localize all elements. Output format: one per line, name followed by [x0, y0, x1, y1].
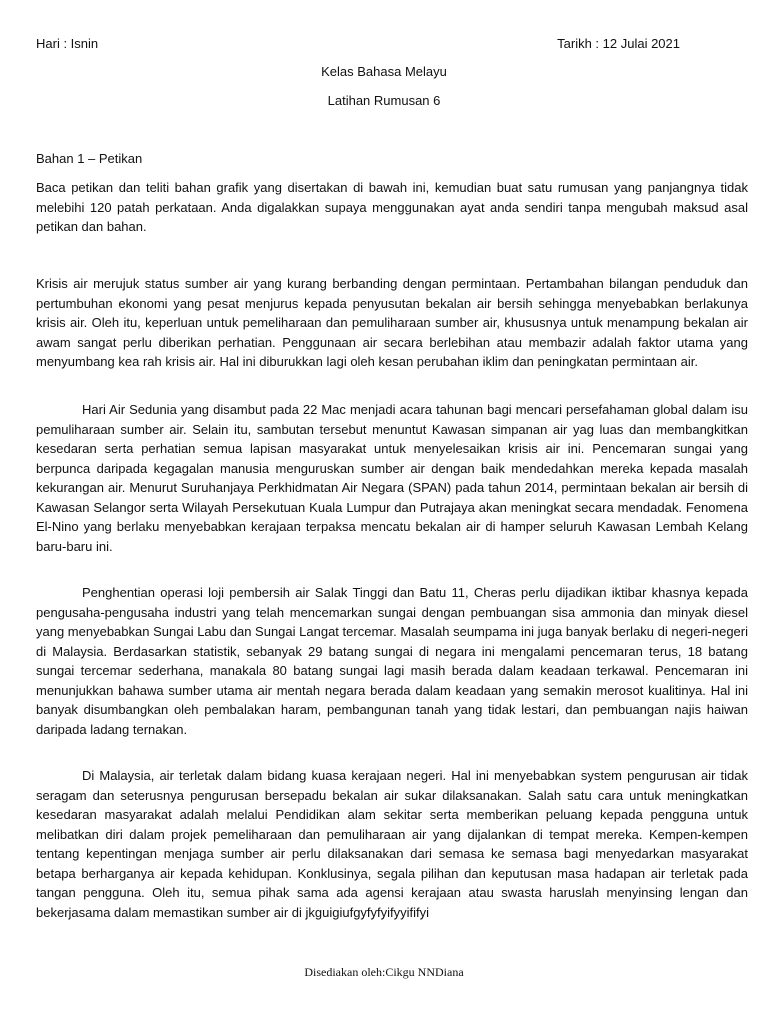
passage-paragraph-1: Krisis air merujuk status sumber air yang kurang berbanding dengan permintaan. Pertambahan bilangan penduduk dan pertumbuhan ekonomi yang pesat menjurus kepada penyusutan bekalan air bersih sehingga menyebabkan berlakunya krisis air. Oleh itu, keperluan untuk pemeliharaan dan pemuliharaan sumber air, khususnya untuk menampung bekalan air awam sangat perlu diberikan perhatian. Penggunaan air secara berlebihan atau membazir adalah faktor utama yang menyumbang kea rah krisis air. Hal ini diburukkan lagi oleh kesan perubahan iklim dan peningkatan permintaan air. [36, 276, 748, 369]
date-label: Tarikh : 12 Julai 2021 [557, 36, 680, 51]
day-label: Hari : Isnin [36, 36, 99, 51]
passage-paragraph-2: Hari Air Sedunia yang disambut pada 22 Mac menjadi acara tahunan bagi mencari persefahaman global dalam isu pemuliharaan sumber air. Selain itu, sambutan tersebut menuntut Kawasan simpanan air yag luas dan membangkitkan kesedaran serta perhatian semua lapisan masyarakat untuk menyelesaikan krisis air ini. Pencemaran sungai yang berpunca daripada kegagalan manusia menguruskan sumber air dengan baik mendedahkan mereka kepada masalah kekurangan air. Menurut Suruhanjaya Perkhidmatan Air Negara (SPAN) pada tahun 2014, permintaan bekalan air bersih di Kawasan Selangor serta Wilayah Persekutuan Kuala Lumpur dan Putrajaya akan meningkat secara mendadak. Fenomena El-Nino yang berlaku menyebabkan kerajaan terpaksa mencatu bekalan air di hamper seluruh Kawasan Lembah Kelang baru-baru ini. [36, 402, 748, 554]
instruction-paragraph: Baca petikan dan teliti bahan grafik yang disertakan di bawah ini, kemudian buat satu rumusan yang panjangnya tidak melebihi 120 patah perkataan. Anda digalakkan supaya menggunakan ayat anda sendiri tanpa mengubah maksud asal petikan dan bahan. [36, 180, 748, 234]
author-footer: Disediakan oleh:Cikgu NNDiana [304, 965, 464, 979]
exercise-title: Latihan Rumusan 6 [327, 93, 441, 108]
class-title: Kelas Bahasa Melayu [321, 64, 447, 79]
section-label: Bahan 1 – Petikan [36, 151, 143, 166]
passage-paragraph-4: Di Malaysia, air terletak dalam bidang kuasa kerajaan negeri. Hal ini menyebabkan system pengurusan air tidak seragam dan seterusnya pengurusan bersepadu bekalan air sukar dilaksanakan. Salah satu cara untuk meningkatkan kesedaran masyarakat adalah melalui Pendidikan alam sekitar serta memberikan peluang kepada pengguna untuk melibatkan diri dalam projek pemeliharaan dan pemuliharaan air yang dijalankan di tempat mereka. Kempen-kempen tentang kepentingan menjaga sumber air perlu dilaksanakan dari semasa ke semasa bagi menyedarkan masyarakat betapa berharganya air kepada kehidupan. Konklusinya, segala pilihan dan keputusan masa hadapan air terletak pada tangan pengguna. Oleh itu, semua pihak sama ada agensi kerajaan atau swasta haruslah menyinsing lengan dan bekerjasama dalam memastikan sumber air di jkguigiufgyfyfyifyyififyi [36, 768, 748, 920]
passage-paragraph-3: Penghentian operasi loji pembersih air Salak Tinggi dan Batu 11, Cheras perlu dijadikan iktibar khasnya kepada pengusaha-pengusaha industri yang telah mencemarkan sungai dengan pembuangan sisa ammonia dan minyak diesel yang menyebabkan Sungai Labu dan Sungai Langat tercemar. Masalah seumpama ini juga banyak berlaku di negeri-negeri di Malaysia. Berdasarkan statistik, sebanyak 29 batang sungai di negara ini mengalami pencemaran terus, 18 batang sungai tercemar sederhana, manakala 80 batang sungai lagi masih berada dalam keadaan terkawal. Pencemaran ini menunjukkan bahawa sumber utama air mentah negara berada dalam keadaan yang semakin merosot kualitinya. Hal ini banyak disumbangkan oleh pembalakan haram, pembangunan tanah yang tidak lestari, dan pembuangan najis haiwan daripada ladang ternakan. [36, 585, 748, 737]
